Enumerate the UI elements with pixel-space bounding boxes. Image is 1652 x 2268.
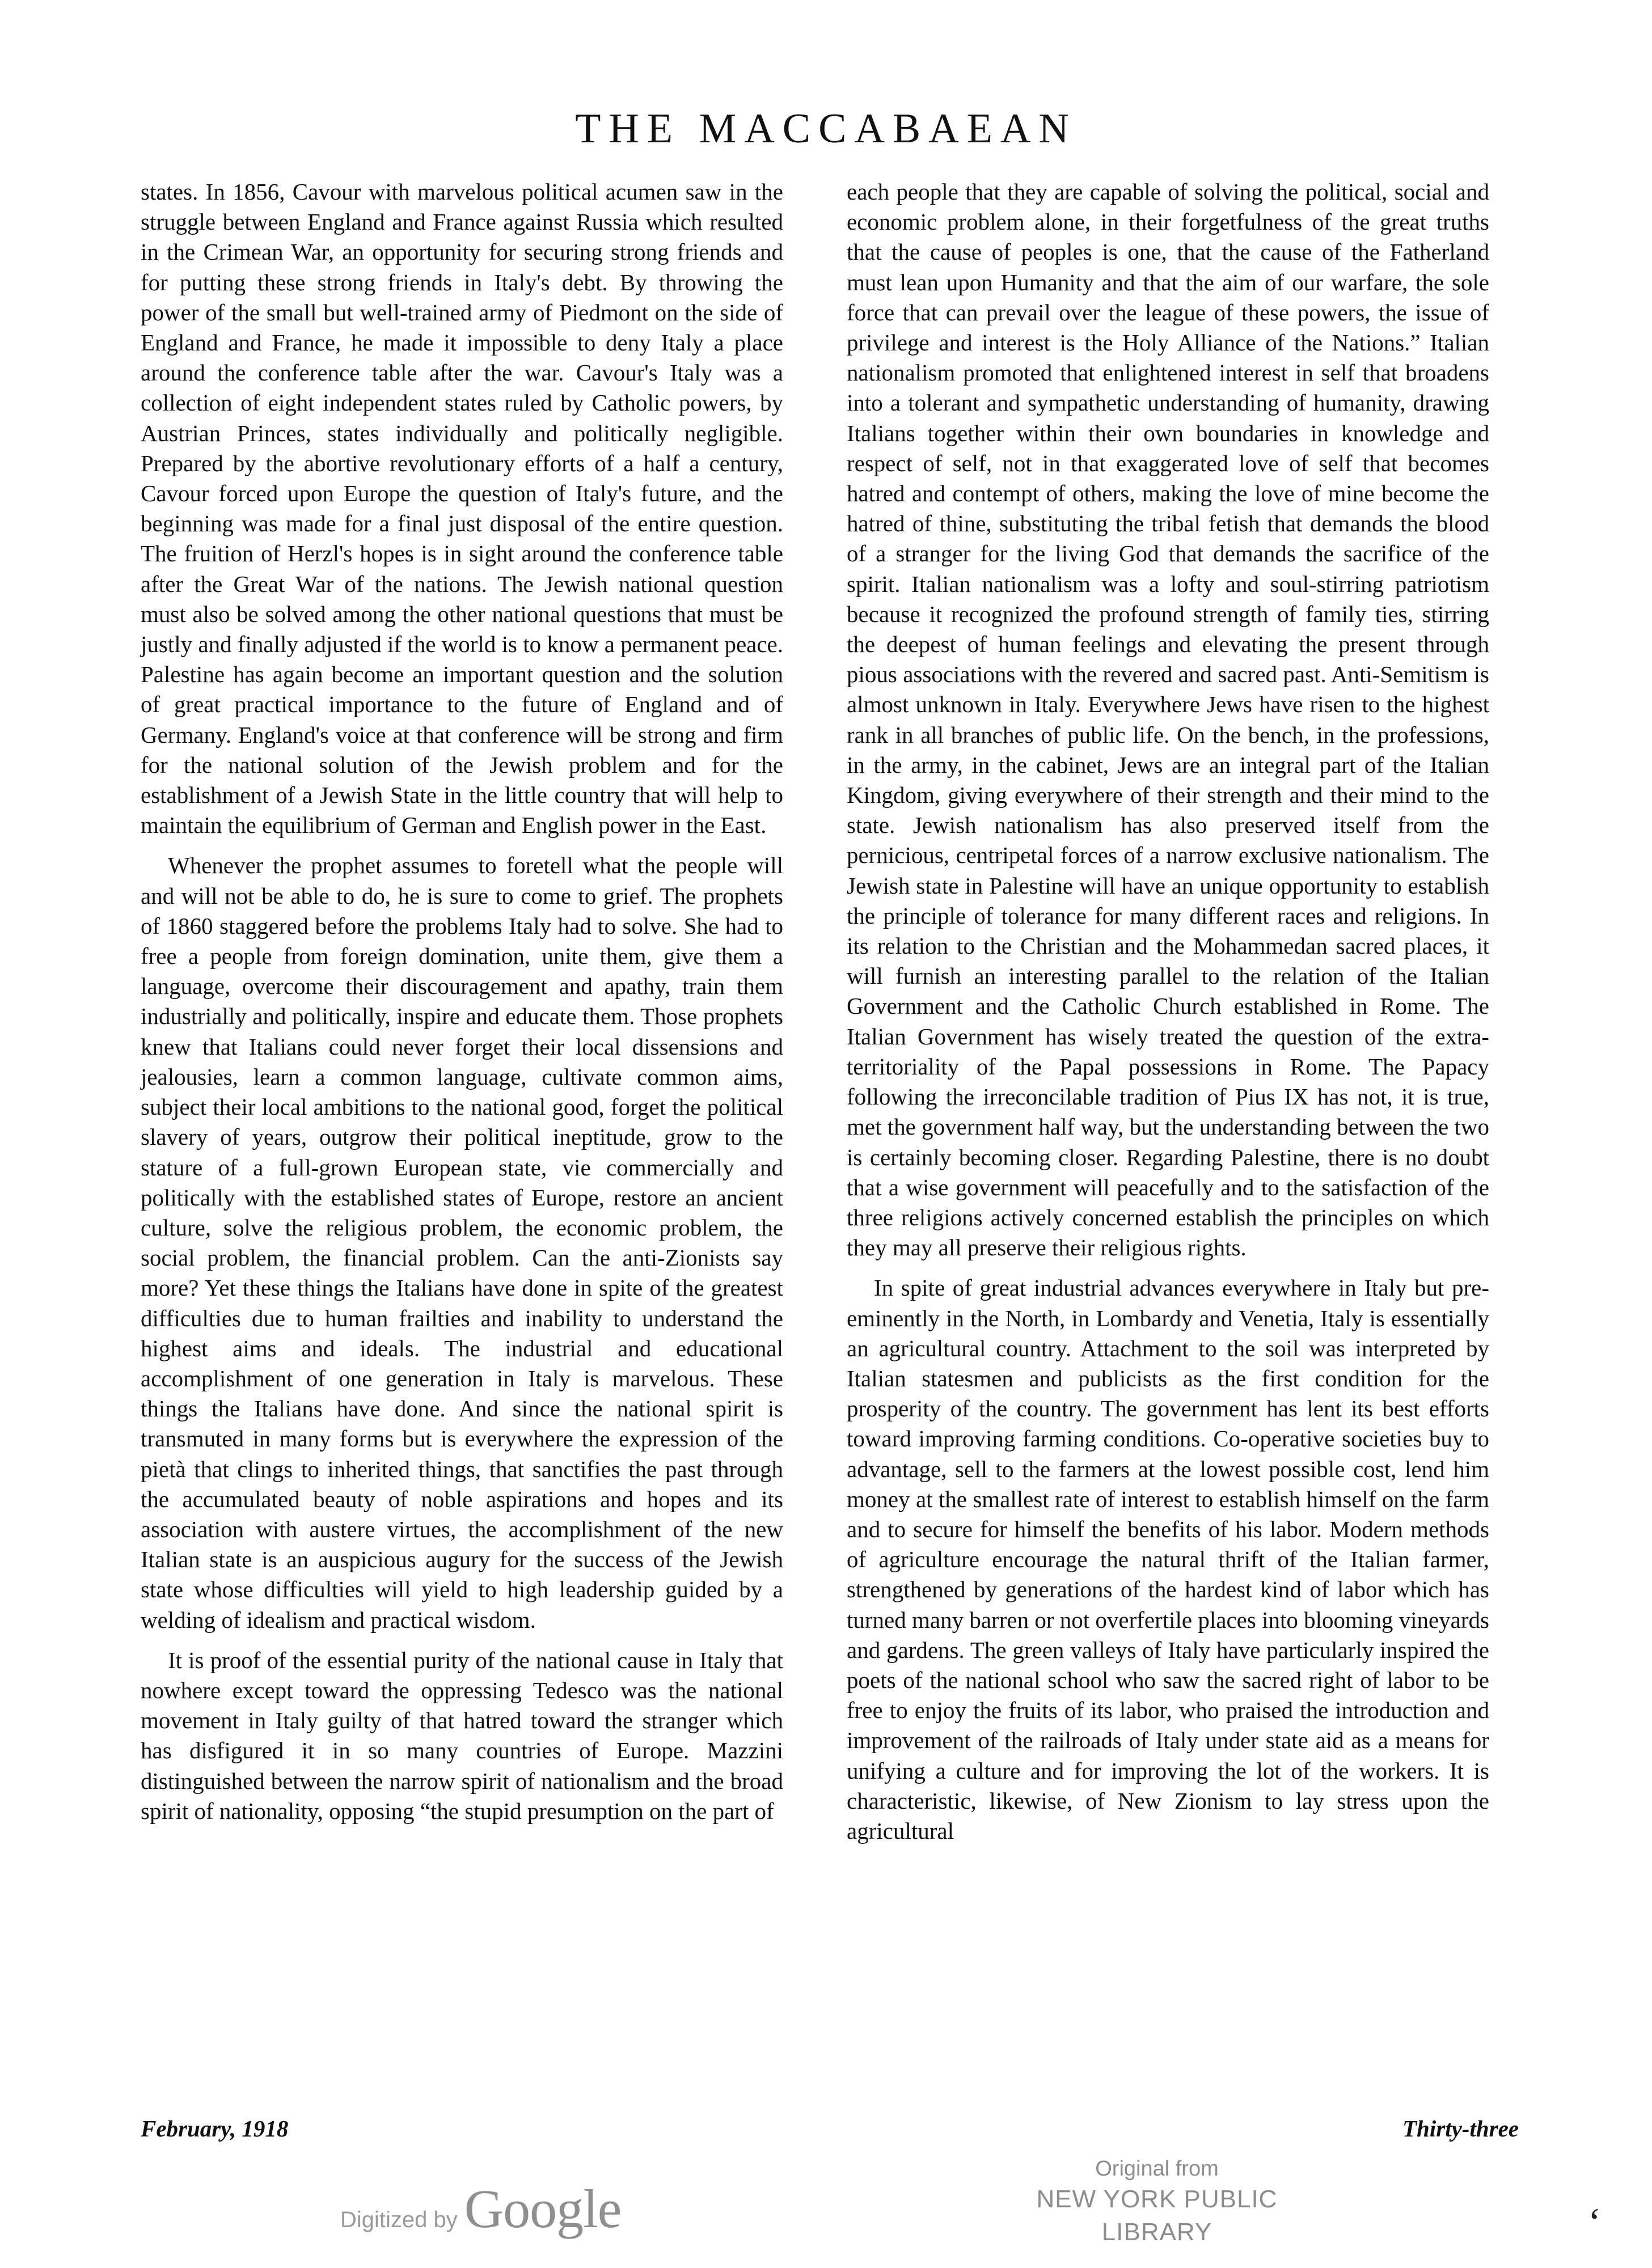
original-from-label: Original from — [1095, 2157, 1219, 2181]
paragraph: Whenever the prophet assumes to foretell what the people will and will not be able to do, he is sure to come to grief. The prophets of 1860 staggered before the problems Italy had to solve. She had to free a people from foreign domination, unite them, give them a language, overcome their discouragement and apathy, train them industrially and politically, inspire and educate them. Those prophets knew that Italians could never forget their local dissensions and jealousies, learn a common language, cultivate common aims, subject their local ambitions to the national good, forget the political slavery of years, outgrow their political ineptitude, grow to the stature of a full-grown European state, vie commercially and politically with the established states of Europe, restore an ancient culture, solve the religious problem, the economic problem, the social problem, the financial problem. Can the anti-Zionists say more? Yet these things the Italians have done in spite of the greatest difficulties due to human frailties and inability to understand the highest aims and ideals. The industrial and educational accomplishment of one generation in Italy is marvelous. These things the Italians have done. And since the national spirit is transmuted in many forms but is everywhere the expression of the pietà that clings to inherited things, that sanctifies the past through the accumulated beauty of noble aspirations and hopes and its association with austere virtues, the accomplishment of the new Italian state is an auspicious augury for the success of the Jewish state whose difficulties will yield to high leadership guided by a welding of idealism and practical wisdom. — [141, 852, 783, 1633]
page-corner-mark: ‘ — [1588, 2201, 1602, 2244]
page-number: Thirty-three — [1402, 2115, 1519, 2142]
left-column — [141, 177, 783, 1826]
issue-date: February, 1918 — [141, 2115, 289, 2142]
page-title: THE MACCABAEAN — [575, 105, 1077, 152]
google-logo: Google — [464, 2178, 622, 2239]
paragraph: It is proof of the essential purity of the national cause in Italy that nowhere except toward the oppressing Tedesco was the national movement in Italy guilty of that hatred toward the stranger which has disfigured it in so many countries of Europe. Mazzini distinguished between the narrow spirit of nationalism and the broad spirit of nationality, opposing “the stupid presumption on the part of — [141, 1647, 783, 1824]
paragraph: states. In 1856, Cavour with marvelous political acumen saw in the struggle between England and France against Russia which resulted in the Crimean War, an opportunity for securing strong friends and for putting these strong friends in Italy's debt. By throwing the power of the small but well-trained army of Piedmont on the side of England and France, he made it impossible to deny Italy a place around the conference table after the war. Cavour's Italy was a collection of eight independent states ruled by Catholic powers, by Austrian Princes, states individually and politically negligible. Prepared by the abortive revolutionary efforts of a half a century, Cavour forced upon Europe the question of Italy's future, and the beginning was made for a final just disposal of the entire question. The fruition of Herzl's hopes is in sight around the conference table after the Great War of the nations. The Jewish national question must also be solved among the other national questions that must be justly and finally adjusted if the world is to know a permanent peace. Palestine has again become an important question and the solution of great practical importance to the future of England and of Germany. England's voice at that conference will be strong and firm for the national solution of the Jewish problem and for the establishment of a Jewish State in the little country that will help to maintain the equilibrium of German and English power in the East. — [141, 179, 783, 839]
digitized-by-watermark — [340, 2177, 621, 2240]
library-attribution — [987, 2155, 1327, 2249]
library-name: NEW YORK PUBLIC LIBRARY — [1036, 2185, 1278, 2246]
paragraph: In spite of great industrial advances everywhere in Italy but pre-eminently in the North, in Lombardy and Venetia, Italy is essentially an agricultural country. Attachment to the soil was interpreted by Italian statesmen and publicists as the first condition for the prosperity of the country. The government has lent its best efforts toward improving farming conditions. Co-operative societies buy to advantage, sell to the farmers at the lowest possible cost, lend him money at the smallest rate of interest to establish himself on the farm and to secure for himself the benefits of his labor. Modern methods of agriculture encourage the natural thrift of the Italian farmer, strengthened by generations of the hardest kind of labor which has turned many barren or not overfertile places into blooming vineyards and gardens. The green valleys of Italy have particularly inspired the poets of the national school who saw the sacred right of labor to be free to enjoy the fruits of its labor, who praised the introduction and improvement of the railroads of Italy under state aid as a means for unifying a culture and for improving the lot of the workers. It is characteristic, likewise, of New Zionism to lay stress upon the agricultural — [847, 1275, 1489, 1844]
digitized-by-label: Digitized by — [340, 2207, 458, 2232]
paragraph: each people that they are capable of solving the political, social and economic problem alone, in their forgetfulness of the great truths that the cause of peoples is one, that the cause of the Fatherland must lean upon Humanity and that the aim of our warfare, the sole force that can prevail over the league of these powers, the issue of privilege and interest is the Holy Alliance of the Nations.” Italian nationalism promoted that enlightened interest in self that broadens into a tolerant and sympathetic understanding of humanity, drawing Italians together within their own boundaries in knowledge and respect of self, not in that exaggerated love of self that becomes hatred and contempt of others, making the love of mine become the hatred of thine, substituting the tribal fetish that demands the blood of a stranger for the living God that demands the sacrifice of the spirit. Italian nationalism was a lofty and soul-stirring patriotism because it recognized the profound strength of family ties, stirring the deepest of human feelings and elevating the present through pious associations with the revered and sacred past. Anti-Semitism is almost unknown in Italy. Everywhere Jews have risen to the highest rank in all branches of public life. On the bench, in the professions, in the army, in the cabinet, Jews are an integral part of the Italian Kingdom, giving everywhere of their strength and their mind to the state. Jewish nationalism has also preserved itself from the pernicious, centripetal forces of a narrow exclusive nationalism. The Jewish state in Palestine will have an unique opportunity to establish the principle of tolerance for many different races and religions. In its relation to the Christian and the Mohammedan sacred places, it will furnish an interesting parallel to the relation of the Italian Government and the Catholic Church established in Rome. The Italian Government has wisely treated the question of the extra-territoriality of the Papal possessions in Rome. The Papacy following the irreconcilable tradition of Pius IX has not, it is true, met the government half way, but the understanding between the two is certainly becoming closer. Regarding Palestine, there is no doubt that a wise government will peacefully and to the satisfaction of the three religions actively concerned establish the principles on which they may all preserve their religious rights. — [847, 179, 1489, 1261]
right-column — [847, 177, 1489, 1846]
